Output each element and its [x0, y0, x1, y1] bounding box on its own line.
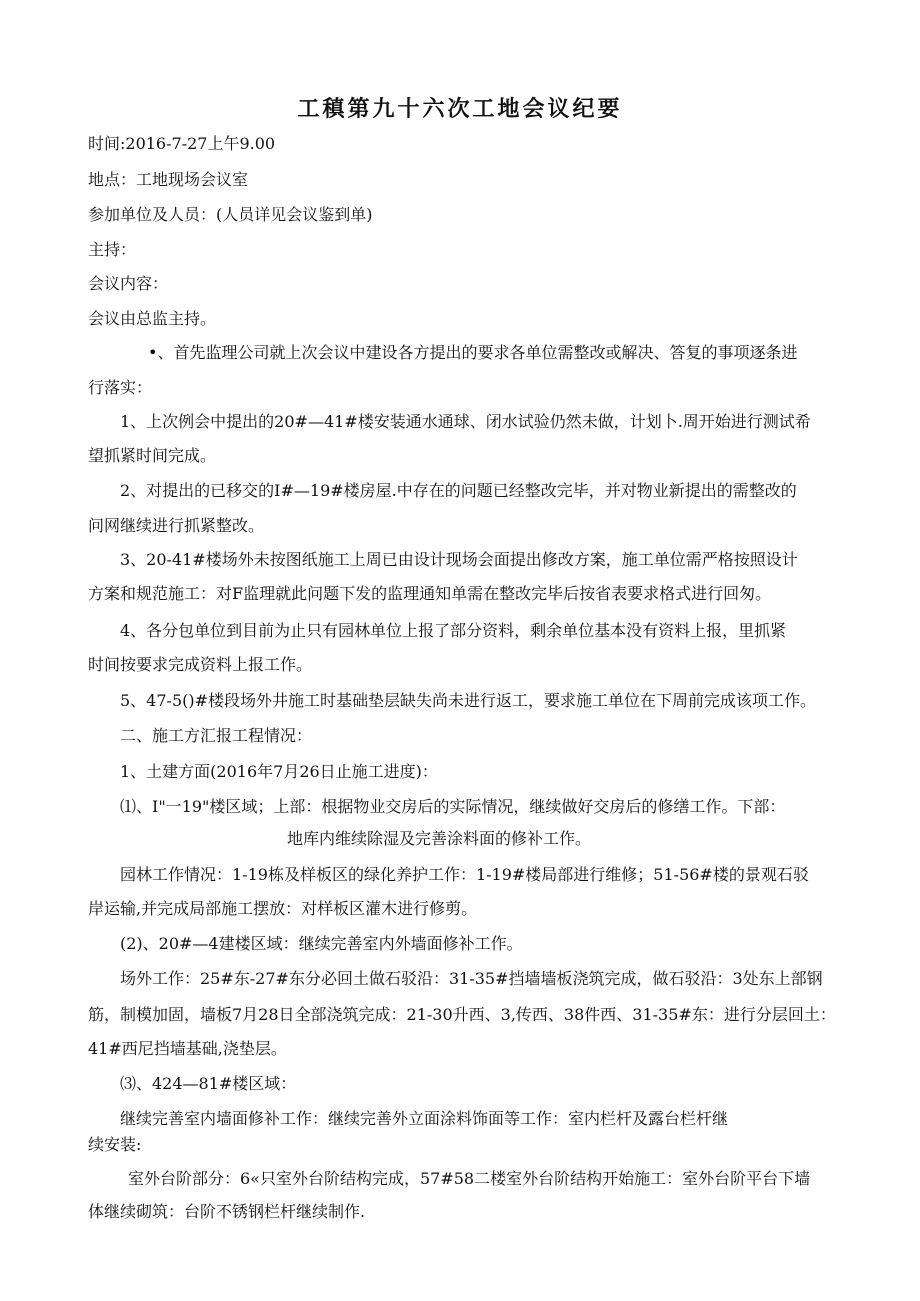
zone3-detail-line1: 继续完善室内墙面修补工作：继续完善外立面涂料饰面等工作：室内栏杆及露台栏杆继 — [120, 1109, 729, 1128]
zone2-line: (2)、20#—4建楼区域：继续完善室内外墙面修补工作。 — [120, 934, 523, 953]
meeting-content-label: 会议内容： — [88, 274, 169, 293]
garden-line1: 园林工作情况：1-19栋及样板区的绿化养护工作：1-19#楼局部进行维修；51-56#楼的景观石驳 — [120, 865, 809, 884]
meeting-host: 主持： — [88, 240, 137, 259]
item3-line1: 3、20-41#楼场外未按图纸施工上周已由设计现场会面提出修改方案，施工单位需严格按照设计 — [120, 550, 798, 569]
zone3-line: ⑶、424—81#楼区域： — [120, 1074, 297, 1093]
section1-intro-line2: 行落实： — [88, 378, 153, 397]
steps-line1: 室外台阶部分：6«只室外台阶结构完成，57#58二楼室外台阶结构开始施工：室外台阶平台下墙 — [128, 1169, 811, 1188]
meeting-participants: 参加单位及人员：(人员详见会议鉴到单) — [88, 205, 373, 224]
document-title: 工稹第九十六次工地会议纪要 — [297, 96, 623, 122]
item4-line1: 4、各分包单位到目前为止只有园林单位上报了部分资料，剩余单位基本没有资料上报，里抓紧 — [120, 621, 787, 640]
item5-line: 5、47-5()#楼段场外井施工时基础垫层缺失尚未进行返工，要求施工单位在下周前完成该项工作。 — [120, 691, 817, 710]
steps-line2: 体继续砌筑：台阶不锈钢栏杆继续制作. — [88, 1202, 366, 1221]
meeting-chair-note: 会议由总监主持。 — [88, 309, 217, 328]
item2-line1: 2、对提出的已移交的I#—19#楼房屋.中存在的问题已经整改完毕，并对物业新提出的需整改的 — [120, 481, 797, 500]
meeting-time: 时间:2016-7-27上午9.00 — [88, 134, 276, 153]
section1-intro-line1: •、首先监理公司就上次会议中建设各方提出的要求各单位需整改或解决、答复的事项逐条进 — [148, 343, 798, 362]
outside-work-line2: 筋，制模加固，墙板7月28日全部浇筑完成：21-30升西、3,传西、38件西、31-35#东：进行分层回土： — [88, 1005, 836, 1024]
civil-heading: 1、土建方面(2016年7月26日止施工进度)： — [120, 762, 438, 781]
item3-line2: 方案和规范施工：对F监理就此问题下发的监理通知单需在整改完毕后按省表要求格式进行回匆。 — [88, 584, 772, 603]
item1-line1: 1、上次例会中提出的20#—41#楼安装通水通球、闭水试验仍然未做，计划卜.周开始进行测试希 — [120, 412, 811, 431]
outside-work-line3: 41#西尼挡墙基础,浇垫层。 — [88, 1039, 287, 1058]
zone3-detail-line2: 续安装: — [88, 1135, 142, 1154]
item4-line2: 时间按要求完成资料上报工作。 — [88, 655, 313, 674]
zone1-line1: ⑴、I"一19"楼区域；上部：根据物业交房后的实际情况，继续做好交房后的修缮工作。下部： — [120, 797, 786, 816]
outside-work-line1: 场外工作：25#东-27#东分必回土做石驳沿：31-35#挡墙墙板浇筑完成，做石驳沿：3处东上部钢 — [120, 969, 823, 988]
item1-line2: 望抓紧时间完成。 — [88, 446, 217, 465]
garden-line2: 岸运输,并完成局部施工摆放：对样板区灌木进行修剪。 — [88, 899, 478, 918]
zone1-line2: 地库内维续除湿及完善涂料面的修补工作。 — [287, 829, 592, 848]
item2-line2: 问网继续进行抓紧整改。 — [88, 516, 265, 535]
meeting-location: 地点：工地现场会议室 — [88, 170, 249, 189]
section2-heading: 二、施工方汇报工程情况： — [120, 726, 313, 745]
